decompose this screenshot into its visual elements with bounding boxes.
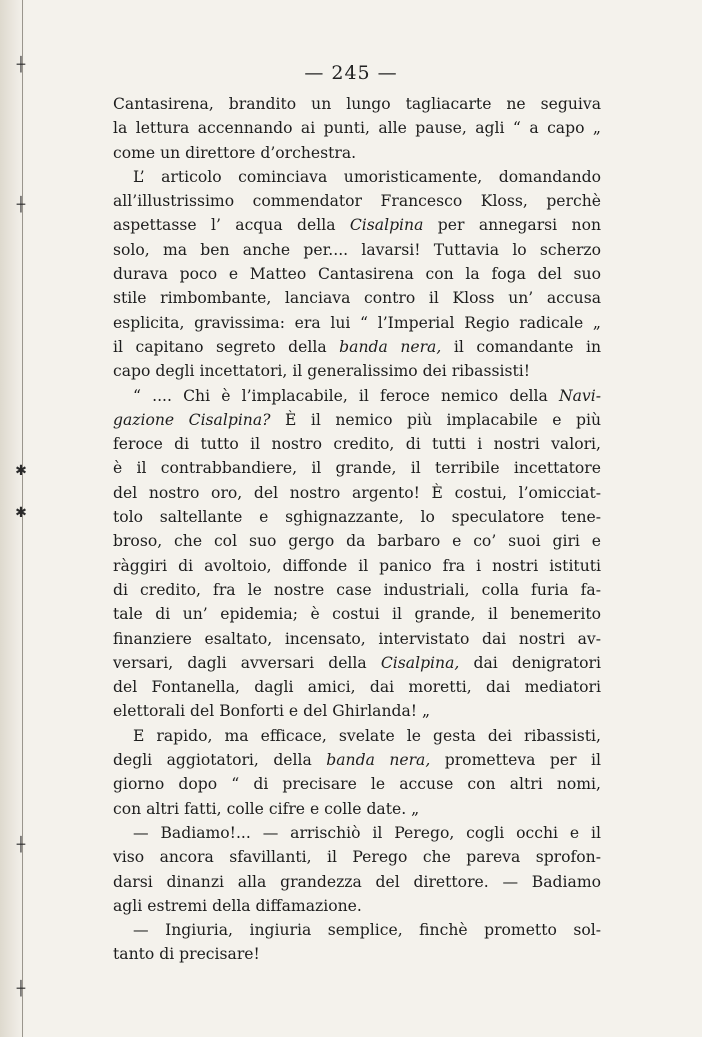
text-line [113,870,601,894]
text-line [113,797,601,821]
text-line [113,165,601,189]
text-line [113,359,601,383]
italic-text-segment: banda nera, [339,337,442,356]
text-line [113,408,601,432]
text-segment: capo degli incettatori, il generalissimo dei ribassisti! [113,362,530,381]
text-line [113,213,601,237]
text-line [113,845,601,869]
text-segment: con altri fatti, colle cifre e colle date. „ [113,799,420,818]
text-segment: come un direttore d’orchestra. [113,143,357,162]
text-segment: tolo saltellante e sghignazzante, lo speculatore tene- [113,508,601,527]
text-segment: L’ articolo cominciava umoristicamente, domandando [133,167,601,186]
text-segment: versari, dagli avversari della [113,653,381,672]
text-line [113,92,601,116]
text-segment: dai denigratori [459,653,601,672]
italic-text-segment: Navi- [558,386,601,405]
page-binding-gutter [0,0,26,1037]
text-segment: la lettura accennando ai punti, alle pause, agli “ a capo „ [113,119,601,138]
text-segment: il capitano segreto della [113,337,340,356]
text-segment: — Badiamo!... — arrischiò il Perego, cogli occhi e il [133,823,601,842]
text-segment: E rapido, ma efficace, svelate le gesta dei ribassisti, [133,726,601,745]
text-line [113,189,601,213]
text-line [113,481,601,505]
text-segment: feroce di tutto il nostro credito, di tutti i nostri valori, [113,435,601,454]
text-line [113,456,601,480]
text-segment: tale di un’ epidemia; è costui il grande, il benemerito [113,605,601,624]
text-line [113,384,601,408]
text-segment: elettorali del Bonforti e del Ghirlanda! „ [113,702,431,721]
text-segment: È il nemico più implacabile e più [270,410,601,429]
text-segment: stile rimbombante, lanciava contro il Kloss un’ accusa [113,289,601,308]
text-segment: ràggiri di avoltoio, diffonde il panico fra i nostri istituti [113,556,601,575]
text-line [113,772,601,796]
text-line [113,602,601,626]
text-line [113,627,601,651]
text-line [113,311,601,335]
binding-thread-mark: ✱ [15,463,27,479]
text-segment: prometteva per il [430,751,601,770]
text-line [113,699,601,723]
text-line [113,651,601,675]
text-line [113,505,601,529]
text-line [113,918,601,942]
text-segment: esplicita, gravissima: era lui “ l’Imperial Regio radicale „ [113,313,601,332]
binding-thread-mark: ┼ [16,981,26,997]
text-line [113,116,601,140]
text-segment: del Fontanella, dagli amici, dai moretti, dai mediatori [113,678,601,697]
body-text [113,92,601,967]
text-line [113,529,601,553]
text-segment: il comandante in [441,337,601,356]
text-segment: solo, ma ben anche per.... lavarsi! Tuttavia lo scherzo [113,240,601,259]
binding-thread-mark: ┼ [16,197,26,213]
text-line [113,821,601,845]
italic-text-segment: gazione Cisalpina? [113,410,271,429]
text-line [113,238,601,262]
text-segment: di credito, fra le nostre case industriali, colla furia fa- [113,580,601,599]
text-line [113,724,601,748]
text-segment: aspettasse l’ acqua della [113,216,350,235]
binding-thread-mark: ┼ [16,57,26,73]
text-line [113,894,601,918]
text-segment: per annegarsi non [423,216,601,235]
text-line [113,942,601,966]
text-segment: agli estremi della diffamazione. [113,896,362,915]
text-segment: durava poco e Matteo Cantasirena con la foga del suo [113,265,601,284]
text-line [113,335,601,359]
italic-text-segment: banda nera, [326,751,431,770]
text-line [113,748,601,772]
text-segment: è il contrabbandiere, il grande, il terribile incettatore [113,459,601,478]
text-line [113,141,601,165]
page-number: — 245 — [304,62,398,84]
text-line [113,554,601,578]
text-segment: degli aggiotatori, della [113,751,327,770]
italic-text-segment: Cisalpina, [380,653,460,672]
text-line [113,675,601,699]
binding-thread-mark: ✱ [15,505,27,521]
text-segment: tanto di precisare! [113,945,260,964]
text-segment: — Ingiuria, ingiuria semplice, finchè prometto sol- [133,921,601,940]
text-segment: “ .... Chi è l’implacabile, il feroce nemico della [133,386,559,405]
text-segment: viso ancora sfavillanti, il Perego che pareva sprofon- [113,848,601,867]
text-segment: finanziere esaltato, incensato, intervistato dai nostri av- [113,629,601,648]
text-segment: all’illustrissimo commendator Francesco Kloss, perchè [113,192,601,211]
text-line [113,286,601,310]
text-segment: del nostro oro, del nostro argento! È costui, l’omicciat- [113,483,601,502]
text-segment: broso, che col suo gergo da barbaro e co’ suoi giri e [113,532,601,551]
text-segment: giorno dopo “ di precisare le accuse con altri nomi, [113,775,601,794]
text-line [113,432,601,456]
text-line [113,262,601,286]
text-segment: darsi dinanzi alla grandezza del direttore. — Badiamo [113,872,601,891]
binding-thread-mark: ┼ [16,837,26,853]
text-line [113,578,601,602]
italic-text-segment: Cisalpina [349,216,424,235]
text-segment: Cantasirena, brandito un lungo tagliacarte ne seguiva [113,95,601,113]
